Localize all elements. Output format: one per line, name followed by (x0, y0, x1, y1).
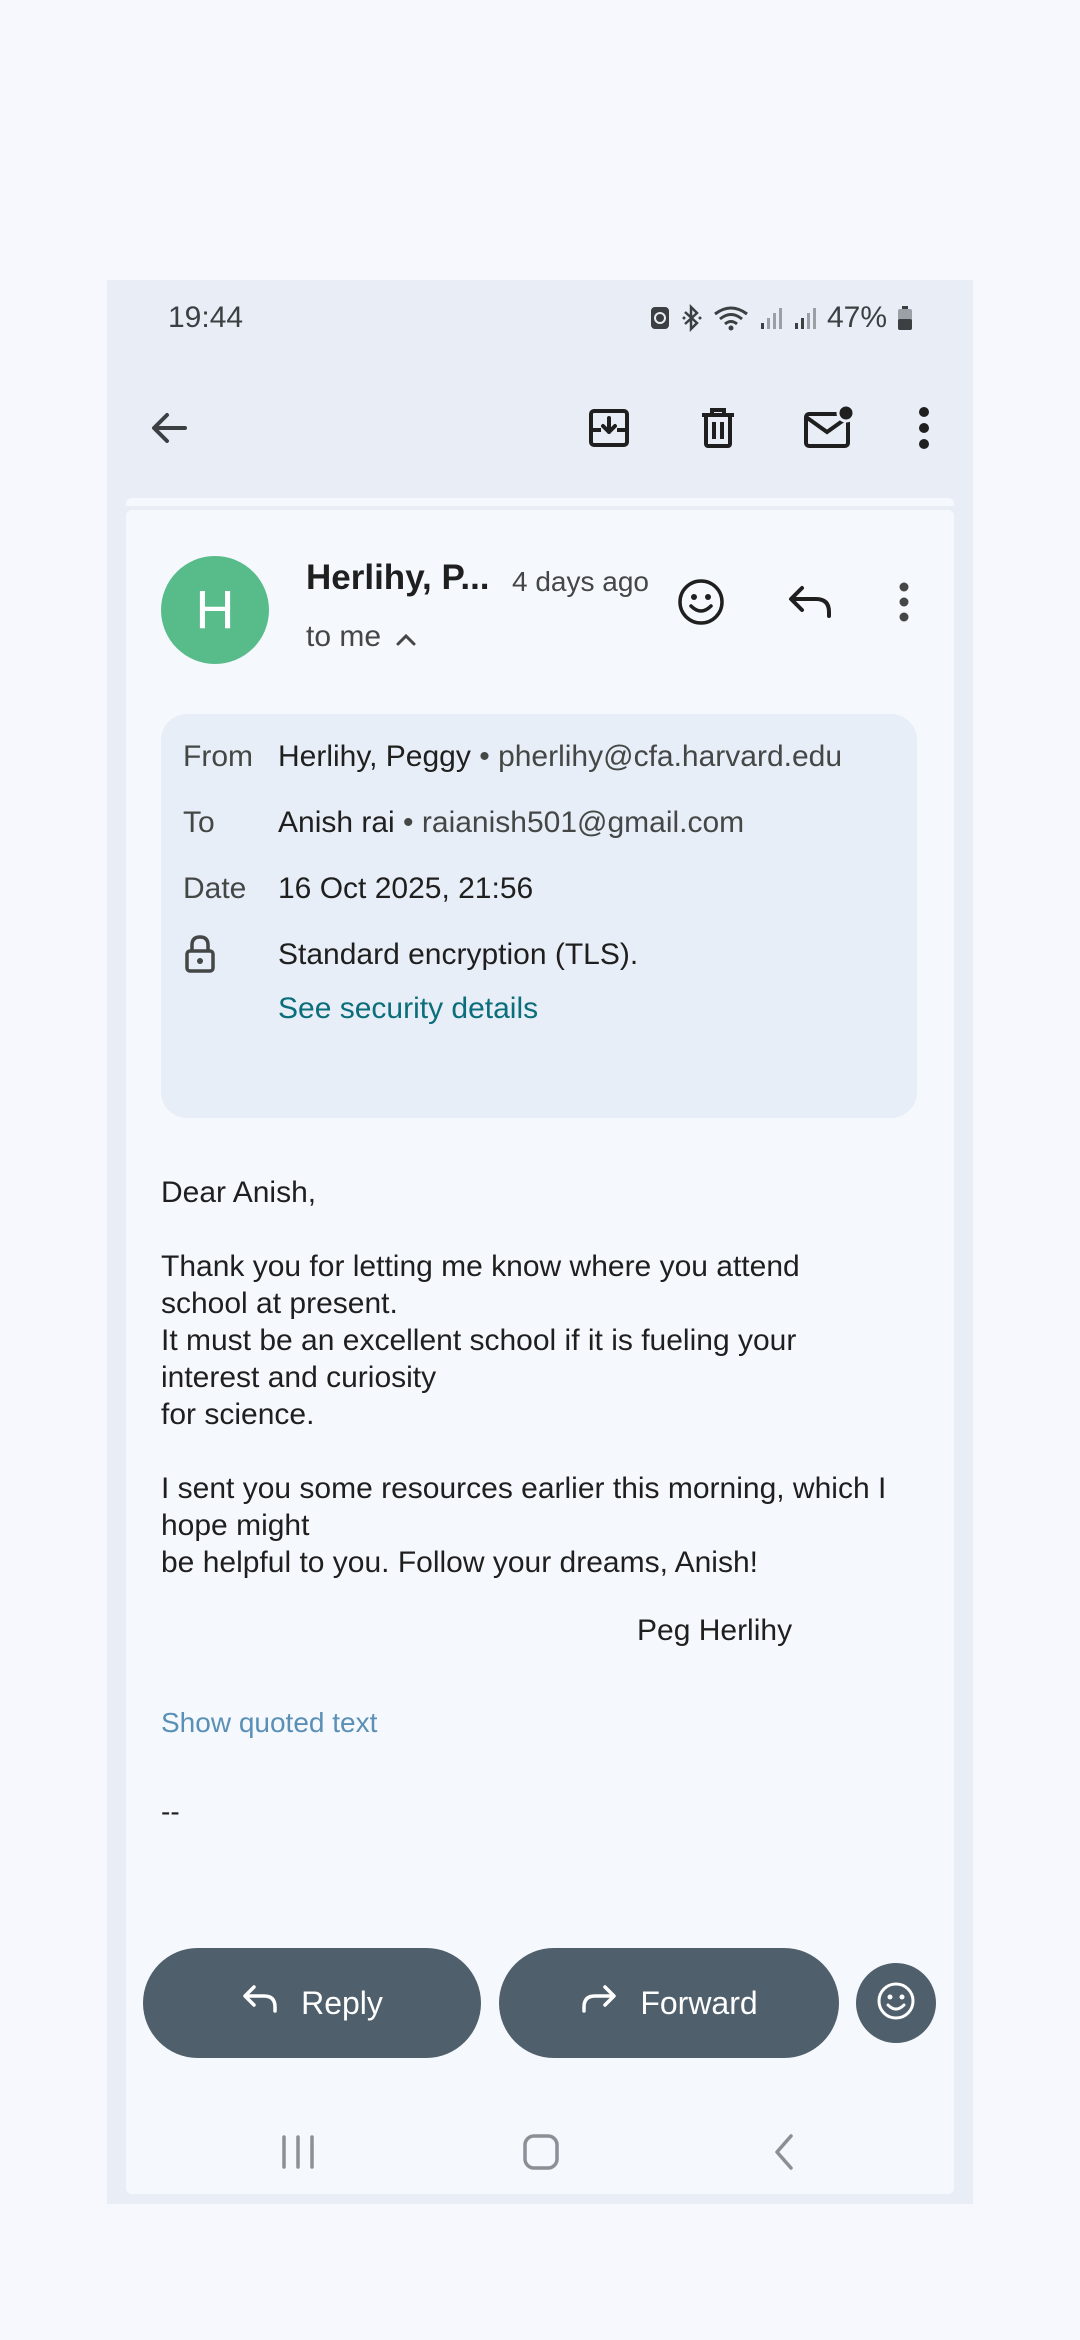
forward-label: Forward (640, 1984, 758, 2021)
avatar-letter: H (195, 580, 235, 640)
mark-unread-icon[interactable] (788, 388, 868, 468)
recent-apps-icon[interactable] (258, 2112, 338, 2192)
from-name: Herlihy, Peggy (278, 740, 471, 773)
signature: Peg Herlihy (637, 1614, 793, 1647)
more-vert-icon[interactable] (884, 388, 964, 468)
signal-icon (793, 305, 817, 331)
to-me-label: to me (306, 620, 382, 653)
reply-icon (241, 1982, 279, 2024)
body-line: school at present. (161, 1287, 398, 1320)
body-line: for science. (161, 1398, 315, 1431)
message-more-icon[interactable] (864, 562, 944, 642)
from-value: Herlihy, Peggy • pherlihy@cfa.harvard.edu (278, 740, 843, 773)
to-name: Anish rai (278, 806, 395, 839)
signal-icon (759, 305, 783, 331)
sender-name: Herlihy, P... (306, 558, 490, 597)
status-time: 19:44 (168, 301, 244, 334)
from-label: From (183, 740, 253, 773)
to-value: Anish rai • raianish501@gmail.com (278, 806, 745, 839)
encryption-text: Standard encryption (TLS). (278, 938, 639, 971)
emoji-reaction-button[interactable] (856, 1963, 936, 2043)
nav-back-icon[interactable] (744, 2112, 824, 2192)
top-app-bar (107, 356, 973, 502)
home-icon[interactable] (501, 2112, 581, 2192)
card-separator (126, 498, 954, 506)
body-line: It must be an excellent school if it is fueling your (161, 1324, 797, 1357)
battery-percent: 47% (826, 301, 887, 334)
status-icons (649, 301, 913, 335)
chevron-up-icon (395, 620, 417, 654)
archive-icon[interactable] (569, 388, 649, 468)
to-email[interactable]: raianish501@gmail.com (421, 806, 745, 839)
body-line: I sent you some resources earlier this morning, which I (161, 1472, 887, 1505)
status-bar (107, 280, 973, 356)
forward-icon (580, 1982, 618, 2024)
show-quoted-text-link[interactable]: Show quoted text (161, 1707, 378, 1738)
security-details-link[interactable]: See security details (278, 992, 539, 1025)
date-label: Date (183, 872, 247, 905)
emoji-icon (875, 1980, 917, 2027)
bluetooth-icon (681, 304, 703, 332)
message-details (161, 714, 917, 1118)
avatar[interactable] (161, 556, 269, 664)
body-line: interest and curiosity (161, 1361, 437, 1394)
recipient-toggle[interactable] (306, 620, 417, 654)
add-reaction-icon[interactable] (661, 562, 741, 642)
body-line: be helpful to you. Follow your dreams, Anish! (161, 1546, 758, 1579)
reply-button[interactable] (143, 1948, 481, 2058)
signature-separator: -- (161, 1796, 180, 1827)
battery-icon (897, 305, 913, 331)
sync-icon (649, 305, 671, 331)
wifi-icon (713, 304, 749, 332)
from-email[interactable]: pherlihy@cfa.harvard.edu (498, 740, 843, 773)
message-time: 4 days ago (512, 566, 649, 597)
to-label: To (183, 806, 215, 839)
back-arrow-icon[interactable] (129, 388, 209, 468)
body-line: Thank you for letting me know where you attend (161, 1250, 800, 1283)
reply-label: Reply (301, 1984, 383, 2021)
lock-icon (183, 934, 217, 982)
forward-button[interactable] (499, 1948, 839, 2058)
date-value: 16 Oct 2025, 21:56 (278, 872, 534, 905)
reply-icon[interactable] (770, 562, 850, 642)
body-line: hope might (161, 1509, 310, 1542)
system-nav-bar (107, 2100, 973, 2204)
phone-screen (107, 280, 973, 2204)
greeting: Dear Anish, (161, 1176, 317, 1209)
delete-icon[interactable] (678, 388, 758, 468)
